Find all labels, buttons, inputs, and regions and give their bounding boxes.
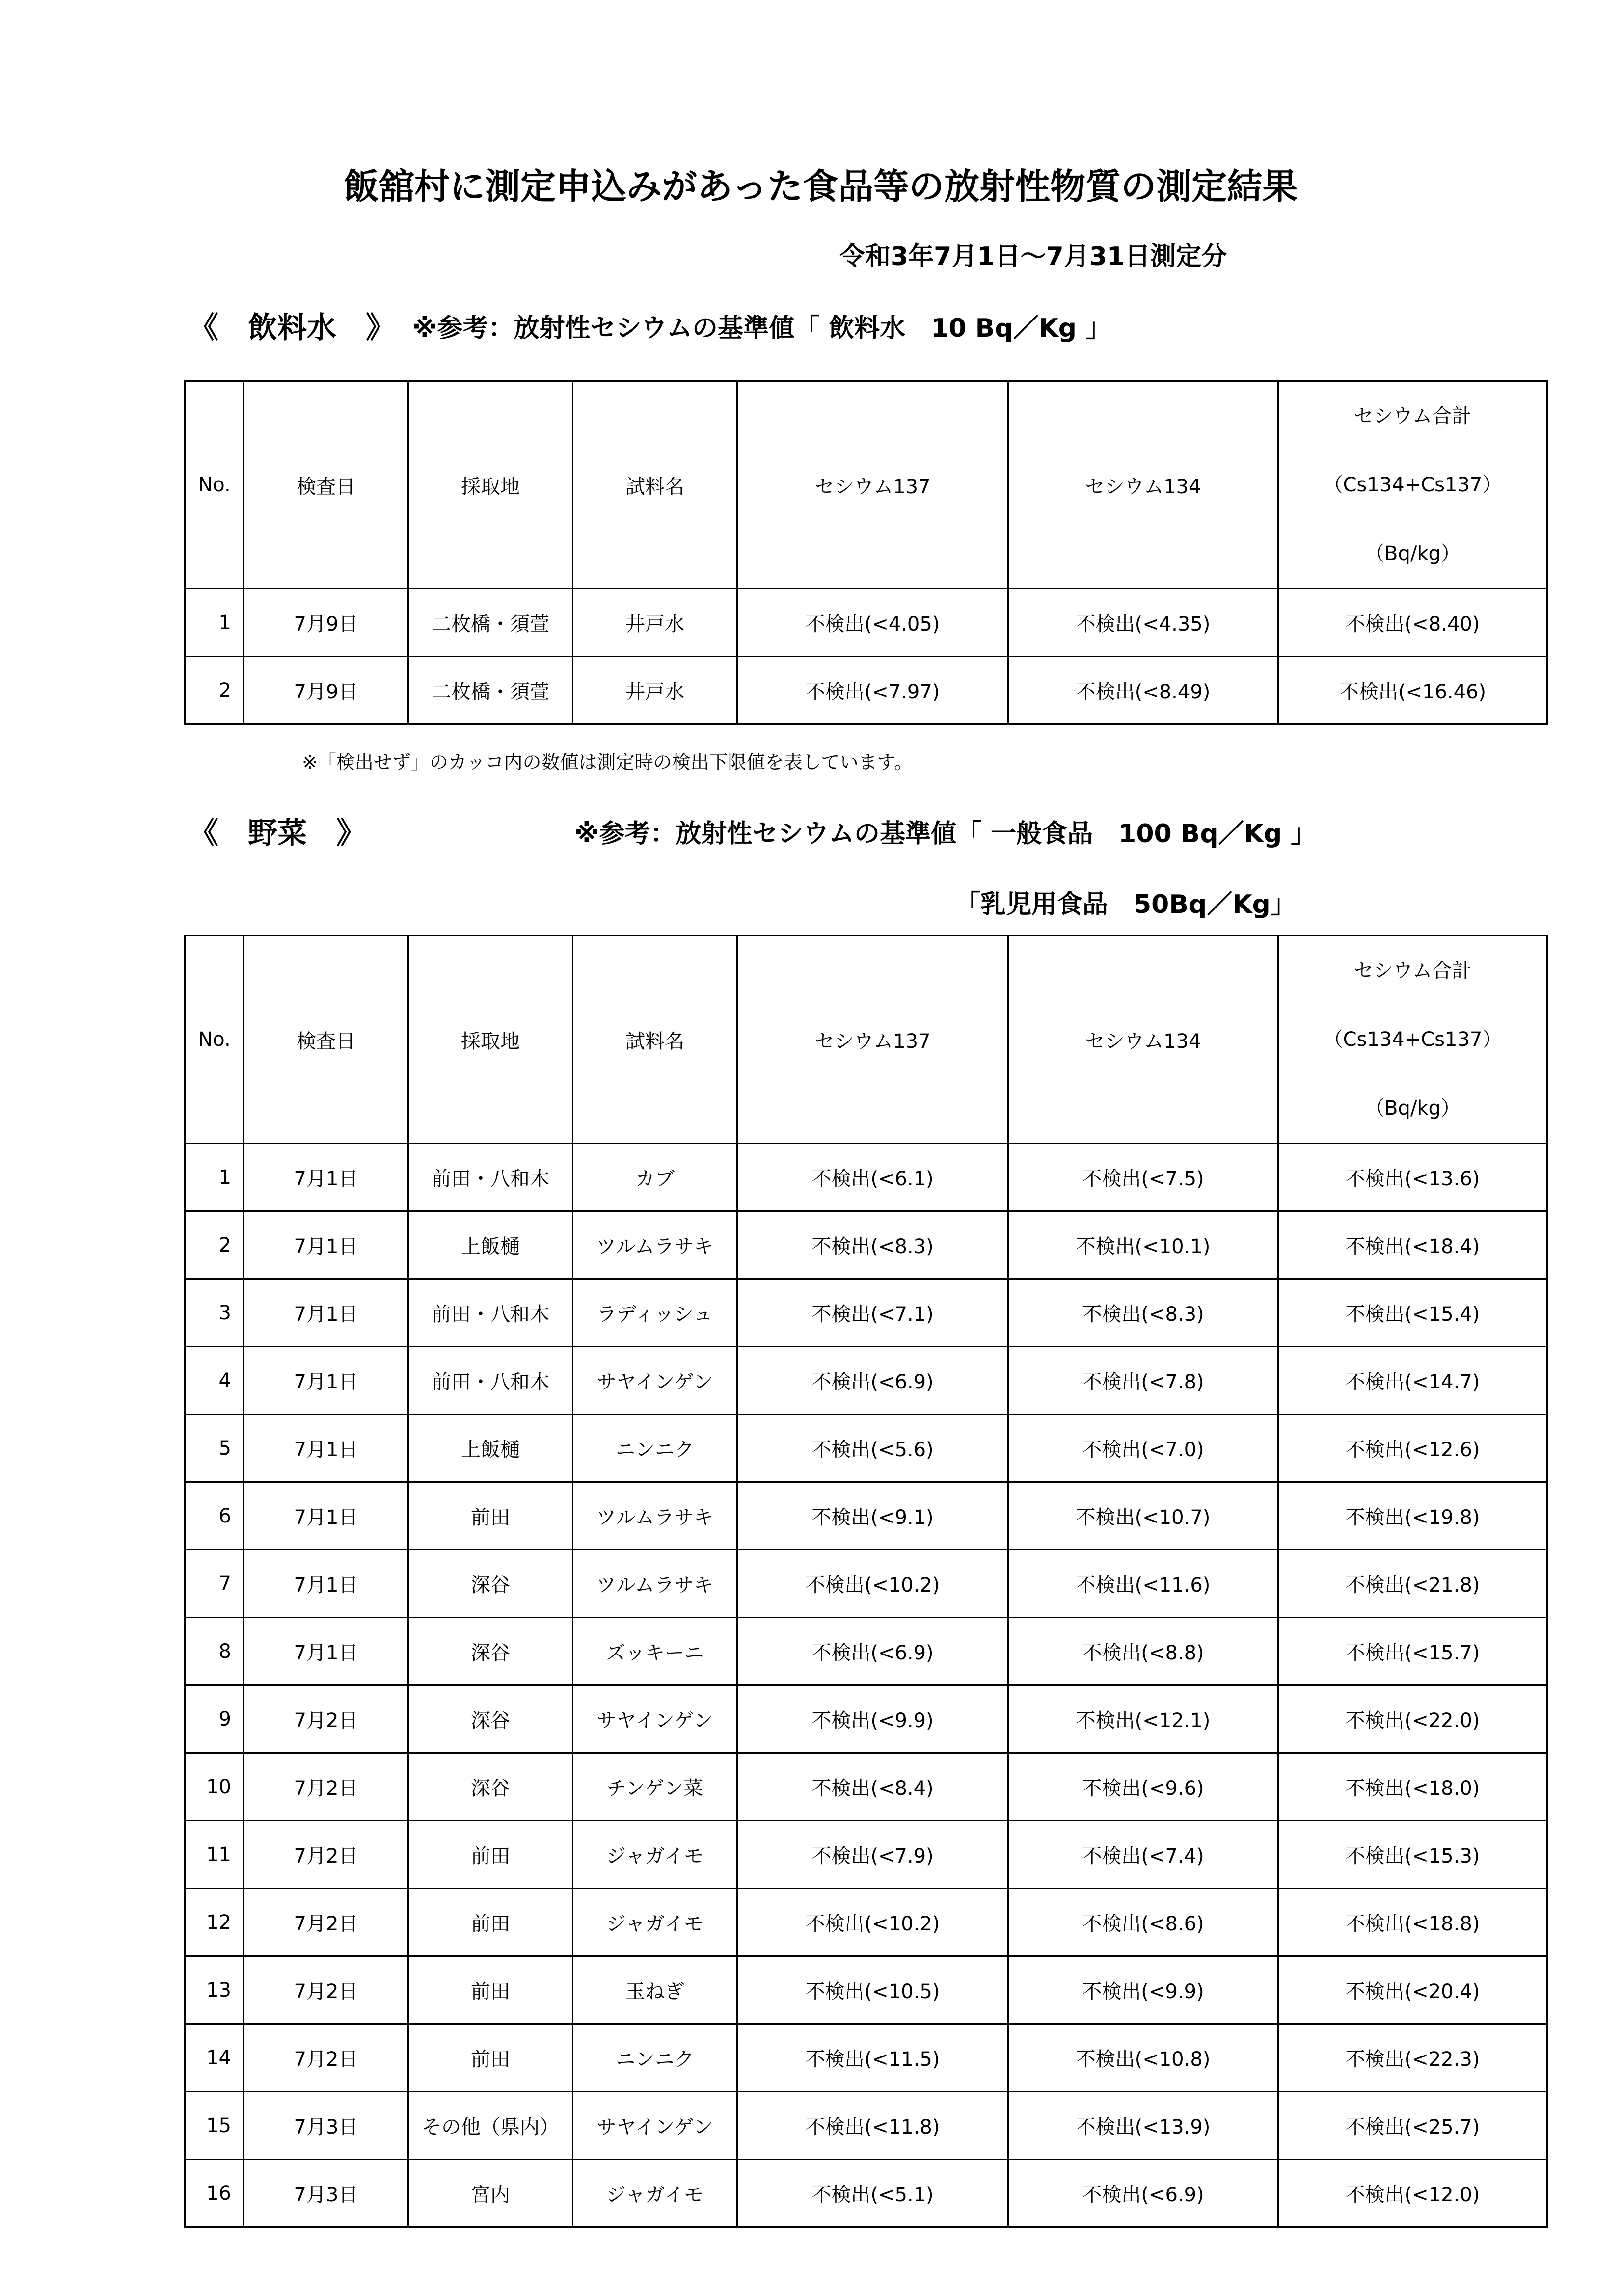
cell-place: 深谷 bbox=[408, 1550, 573, 1618]
table-row bbox=[185, 2024, 1547, 2092]
cell-place: その他（県内） bbox=[408, 2092, 573, 2160]
cell-sum: 不検出(<21.8) bbox=[1278, 1550, 1547, 1618]
table-row bbox=[185, 1347, 1547, 1415]
header-sum-line2: （Cs134+Cs137） bbox=[1323, 1028, 1502, 1051]
table-row bbox=[185, 1550, 1547, 1618]
header-sample: 試料名 bbox=[573, 936, 737, 1144]
cell-date: 7月9日 bbox=[244, 589, 408, 657]
cell-cs137: 不検出(<8.4) bbox=[737, 1753, 1008, 1821]
cell-place: 上飯樋 bbox=[408, 1415, 573, 1482]
section-heading-water: 《 飲料水 》 bbox=[189, 311, 395, 345]
cell-sum: 不検出(<15.3) bbox=[1278, 1821, 1547, 1889]
cell-date: 7月1日 bbox=[244, 1347, 408, 1415]
cell-cs137: 不検出(<9.9) bbox=[737, 1685, 1008, 1753]
header-cs134: セシウム134 bbox=[1008, 936, 1278, 1144]
cell-sum: 不検出(<12.6) bbox=[1278, 1415, 1547, 1482]
cell-no: 4 bbox=[185, 1347, 244, 1415]
page-title: 飯舘村に測定申込みがあった食品等の放射性物質の測定結果 bbox=[344, 166, 1298, 207]
cell-sum: 不検出(<14.7) bbox=[1278, 1347, 1547, 1415]
cell-sample: サヤインゲン bbox=[573, 1347, 737, 1415]
cell-cs134: 不検出(<8.6) bbox=[1008, 1889, 1278, 1956]
cell-place: 前田 bbox=[408, 1889, 573, 1956]
cell-sample: ジャガイモ bbox=[573, 2160, 737, 2227]
header-sum-line1: セシウム合計 bbox=[1353, 405, 1472, 427]
table-row bbox=[185, 2160, 1547, 2227]
cell-date: 7月1日 bbox=[244, 1415, 408, 1482]
cell-sum: 不検出(<22.3) bbox=[1278, 2024, 1547, 2092]
cell-no: 7 bbox=[185, 1550, 244, 1618]
cell-cs137: 不検出(<5.6) bbox=[737, 1415, 1008, 1482]
cell-cs137: 不検出(<8.3) bbox=[737, 1211, 1008, 1279]
cell-date: 7月2日 bbox=[244, 1685, 408, 1753]
cell-sum: 不検出(<15.4) bbox=[1278, 1279, 1547, 1347]
cell-sum: 不検出(<12.0) bbox=[1278, 2160, 1547, 2227]
cell-sum: 不検出(<15.7) bbox=[1278, 1618, 1547, 1685]
cell-place: 二枚橋・須萱 bbox=[408, 589, 573, 657]
cell-no: 5 bbox=[185, 1415, 244, 1482]
cell-cs137: 不検出(<9.1) bbox=[737, 1482, 1008, 1550]
table-row bbox=[185, 1279, 1547, 1347]
cell-cs137: 不検出(<10.5) bbox=[737, 1956, 1008, 2024]
cell-sample: ツルムラサキ bbox=[573, 1211, 737, 1279]
table-row bbox=[185, 1211, 1547, 1279]
header-cs134: セシウム134 bbox=[1008, 381, 1278, 589]
cell-cs134: 不検出(<10.1) bbox=[1008, 1211, 1278, 1279]
header-cesium-total bbox=[1278, 936, 1547, 1144]
cell-date: 7月2日 bbox=[244, 1889, 408, 1956]
cell-place: 前田・八和木 bbox=[408, 1279, 573, 1347]
cell-no: 10 bbox=[185, 1753, 244, 1821]
cell-date: 7月1日 bbox=[244, 1618, 408, 1685]
cell-no: 12 bbox=[185, 1889, 244, 1956]
cell-place: 深谷 bbox=[408, 1618, 573, 1685]
table-row bbox=[185, 1685, 1547, 1753]
header-no: No. bbox=[185, 381, 244, 589]
cell-cs134: 不検出(<11.6) bbox=[1008, 1550, 1278, 1618]
cell-sample: ラディッシュ bbox=[573, 1279, 737, 1347]
cell-sample: ツルムラサキ bbox=[573, 1482, 737, 1550]
cell-cs134: 不検出(<6.9) bbox=[1008, 2160, 1278, 2227]
cell-cs134: 不検出(<9.6) bbox=[1008, 1753, 1278, 1821]
cell-date: 7月3日 bbox=[244, 2092, 408, 2160]
cell-place: 前田 bbox=[408, 1482, 573, 1550]
cell-date: 7月1日 bbox=[244, 1211, 408, 1279]
cell-cs134: 不検出(<10.8) bbox=[1008, 2024, 1278, 2092]
header-place: 採取地 bbox=[408, 936, 573, 1144]
cell-sum: 不検出(<25.7) bbox=[1278, 2092, 1547, 2160]
cell-no: 1 bbox=[185, 589, 244, 657]
table-row bbox=[185, 1956, 1547, 2024]
section-heading-vegetables: 《 野菜 》 bbox=[189, 816, 366, 851]
water-results-table bbox=[184, 380, 1548, 725]
cell-sum: 不検出(<18.8) bbox=[1278, 1889, 1547, 1956]
cell-no: 2 bbox=[185, 657, 244, 724]
table-row bbox=[185, 1618, 1547, 1685]
table-row bbox=[185, 2092, 1547, 2160]
cell-sum: 不検出(<18.4) bbox=[1278, 1211, 1547, 1279]
cell-sum: 不検出(<13.6) bbox=[1278, 1144, 1547, 1211]
cell-date: 7月1日 bbox=[244, 1550, 408, 1618]
cell-no: 16 bbox=[185, 2160, 244, 2227]
cell-sum: 不検出(<22.0) bbox=[1278, 1685, 1547, 1753]
cell-no: 3 bbox=[185, 1279, 244, 1347]
cell-no: 13 bbox=[185, 1956, 244, 2024]
cell-date: 7月1日 bbox=[244, 1144, 408, 1211]
cell-place: 前田 bbox=[408, 1956, 573, 2024]
header-sum-line3: （Bq/kg） bbox=[1365, 1097, 1461, 1120]
cell-cs137: 不検出(<6.9) bbox=[737, 1347, 1008, 1415]
header-sum-line2: （Cs134+Cs137） bbox=[1323, 474, 1502, 496]
cell-sample: ジャガイモ bbox=[573, 1821, 737, 1889]
cell-cs137: 不検出(<7.9) bbox=[737, 1821, 1008, 1889]
header-place: 採取地 bbox=[408, 381, 573, 589]
header-date: 検査日 bbox=[244, 936, 408, 1144]
cell-sum: 不検出(<18.0) bbox=[1278, 1753, 1547, 1821]
cell-place: 上飯樋 bbox=[408, 1211, 573, 1279]
cell-cs137: 不検出(<11.5) bbox=[737, 2024, 1008, 2092]
cell-cs134: 不検出(<8.49) bbox=[1008, 657, 1278, 724]
cell-no: 9 bbox=[185, 1685, 244, 1753]
cell-cs134: 不検出(<10.7) bbox=[1008, 1482, 1278, 1550]
cell-place: 前田 bbox=[408, 1821, 573, 1889]
section-reference-water: ※参考：放射性セシウムの基準値「 飲料水 10 Bq／Kg 」 bbox=[412, 314, 1111, 343]
cell-sample: チンゲン菜 bbox=[573, 1753, 737, 1821]
cell-sample: ツルムラサキ bbox=[573, 1550, 737, 1618]
cell-date: 7月2日 bbox=[244, 1821, 408, 1889]
cell-date: 7月1日 bbox=[244, 1279, 408, 1347]
table-header-row bbox=[185, 936, 1547, 1144]
cell-cs137: 不検出(<6.1) bbox=[737, 1144, 1008, 1211]
section-reference-infant: 「乳児用食品 50Bq／Kg」 bbox=[955, 890, 1296, 919]
cell-sample: サヤインゲン bbox=[573, 2092, 737, 2160]
cell-no: 11 bbox=[185, 1821, 244, 1889]
cell-sum: 不検出(<8.40) bbox=[1278, 589, 1547, 657]
cell-cs137: 不検出(<10.2) bbox=[737, 1550, 1008, 1618]
cell-cs134: 不検出(<12.1) bbox=[1008, 1685, 1278, 1753]
table-row bbox=[185, 1821, 1547, 1889]
cell-date: 7月3日 bbox=[244, 2160, 408, 2227]
cell-cs134: 不検出(<7.4) bbox=[1008, 1821, 1278, 1889]
cell-place: 深谷 bbox=[408, 1685, 573, 1753]
cell-date: 7月9日 bbox=[244, 657, 408, 724]
measurement-period: 令和3年7月1日～7月31日測定分 bbox=[839, 242, 1227, 271]
cell-sample: 井戸水 bbox=[573, 657, 737, 724]
section-reference-vegetables: ※参考：放射性セシウムの基準値「 一般食品 100 Bq／Kg 」 bbox=[574, 819, 1317, 849]
cell-no: 8 bbox=[185, 1618, 244, 1685]
cell-no: 15 bbox=[185, 2092, 244, 2160]
cell-no: 1 bbox=[185, 1144, 244, 1211]
cell-place: 深谷 bbox=[408, 1753, 573, 1821]
cell-cs134: 不検出(<13.9) bbox=[1008, 2092, 1278, 2160]
cell-sample: サヤインゲン bbox=[573, 1685, 737, 1753]
cell-no: 6 bbox=[185, 1482, 244, 1550]
cell-cs137: 不検出(<7.1) bbox=[737, 1279, 1008, 1347]
cell-sum: 不検出(<20.4) bbox=[1278, 1956, 1547, 2024]
cell-cs137: 不検出(<7.97) bbox=[737, 657, 1008, 724]
header-date: 検査日 bbox=[244, 381, 408, 589]
cell-cs137: 不検出(<4.05) bbox=[737, 589, 1008, 657]
cell-cs134: 不検出(<4.35) bbox=[1008, 589, 1278, 657]
cell-place: 前田・八和木 bbox=[408, 1144, 573, 1211]
cell-date: 7月2日 bbox=[244, 1956, 408, 2024]
cell-sample: ニンニク bbox=[573, 1415, 737, 1482]
cell-no: 14 bbox=[185, 2024, 244, 2092]
cell-cs137: 不検出(<10.2) bbox=[737, 1889, 1008, 1956]
header-no: No. bbox=[185, 936, 244, 1144]
cell-sample: ズッキーニ bbox=[573, 1618, 737, 1685]
cell-sample: ジャガイモ bbox=[573, 1889, 737, 1956]
table-row bbox=[185, 1482, 1547, 1550]
cell-cs134: 不検出(<7.5) bbox=[1008, 1144, 1278, 1211]
cell-sample: ニンニク bbox=[573, 2024, 737, 2092]
cell-sample: 井戸水 bbox=[573, 589, 737, 657]
table-row bbox=[185, 1889, 1547, 1956]
cell-date: 7月1日 bbox=[244, 1482, 408, 1550]
table-row bbox=[185, 589, 1547, 657]
header-sample: 試料名 bbox=[573, 381, 737, 589]
table-header-row bbox=[185, 381, 1547, 589]
cell-place: 二枚橋・須萱 bbox=[408, 657, 573, 724]
cell-cs134: 不検出(<8.8) bbox=[1008, 1618, 1278, 1685]
table-row bbox=[185, 657, 1547, 724]
header-sum-line3: （Bq/kg） bbox=[1365, 542, 1461, 565]
table-row bbox=[185, 1415, 1547, 1482]
table-row bbox=[185, 1753, 1547, 1821]
vegetable-results-table bbox=[184, 935, 1548, 2228]
cell-cs134: 不検出(<8.3) bbox=[1008, 1279, 1278, 1347]
cell-cs134: 不検出(<7.0) bbox=[1008, 1415, 1278, 1482]
cell-place: 宮内 bbox=[408, 2160, 573, 2227]
table-row bbox=[185, 1144, 1547, 1211]
header-cesium-total bbox=[1278, 381, 1547, 589]
header-cs137: セシウム137 bbox=[737, 936, 1008, 1144]
cell-date: 7月2日 bbox=[244, 2024, 408, 2092]
footnote: ※「検出せず」のカッコ内の数値は測定時の検出下限値を表しています。 bbox=[302, 751, 913, 773]
header-sum-line1: セシウム合計 bbox=[1353, 960, 1472, 982]
cell-cs134: 不検出(<9.9) bbox=[1008, 1956, 1278, 2024]
cell-date: 7月2日 bbox=[244, 1753, 408, 1821]
cell-place: 前田・八和木 bbox=[408, 1347, 573, 1415]
cell-place: 前田 bbox=[408, 2024, 573, 2092]
cell-sum: 不検出(<16.46) bbox=[1278, 657, 1547, 724]
cell-cs137: 不検出(<11.8) bbox=[737, 2092, 1008, 2160]
cell-sample: カブ bbox=[573, 1144, 737, 1211]
cell-sum: 不検出(<19.8) bbox=[1278, 1482, 1547, 1550]
header-cs137: セシウム137 bbox=[737, 381, 1008, 589]
cell-sample: 玉ねぎ bbox=[573, 1956, 737, 2024]
cell-no: 2 bbox=[185, 1211, 244, 1279]
cell-cs134: 不検出(<7.8) bbox=[1008, 1347, 1278, 1415]
cell-cs137: 不検出(<6.9) bbox=[737, 1618, 1008, 1685]
cell-cs137: 不検出(<5.1) bbox=[737, 2160, 1008, 2227]
